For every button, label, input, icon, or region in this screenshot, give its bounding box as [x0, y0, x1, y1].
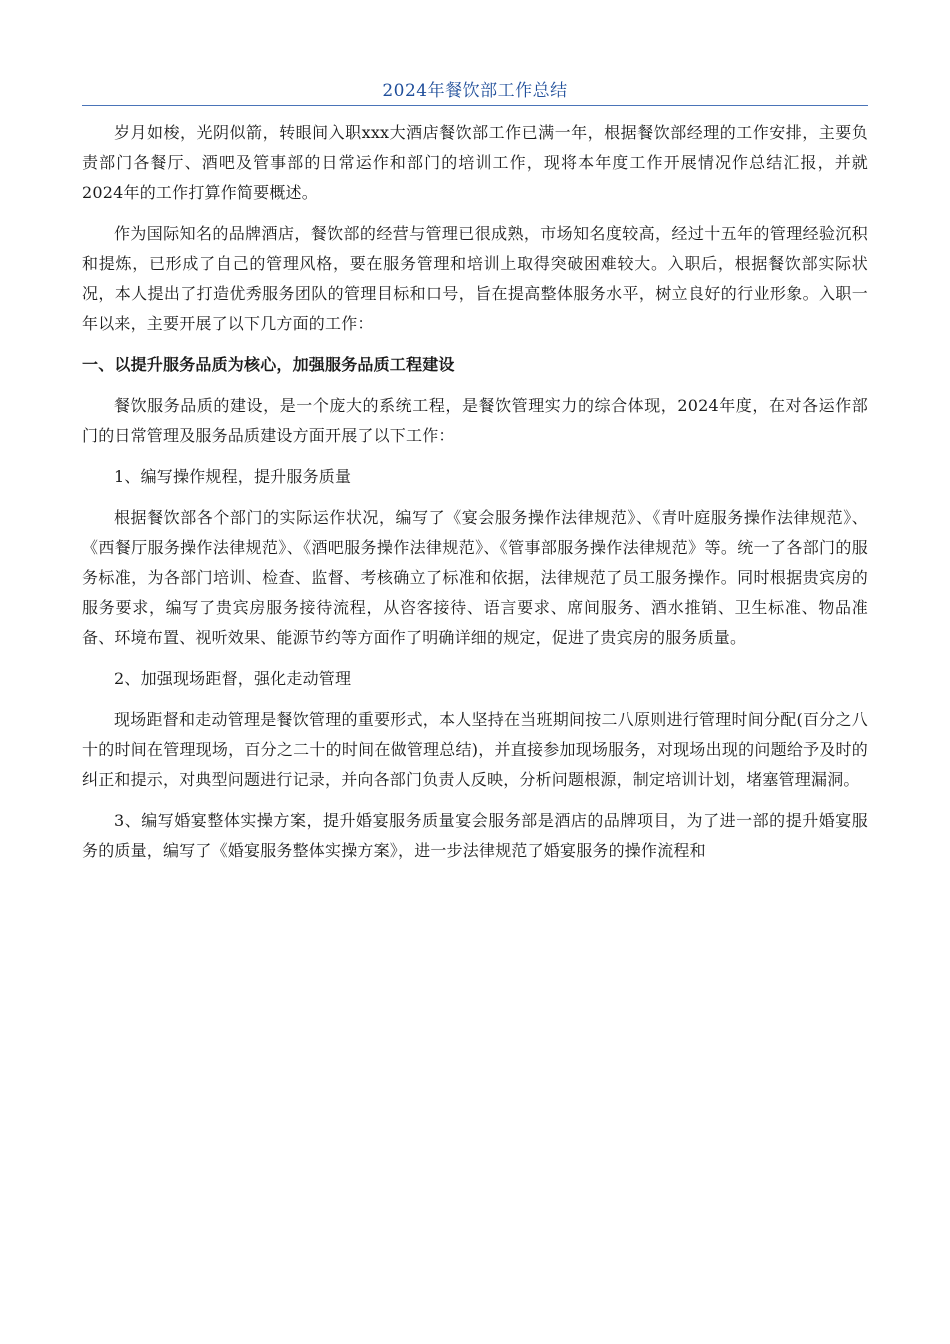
document-page — [82, 76, 868, 877]
paragraph-background: 作为国际知名的品牌酒店，餐饮部的经营与管理已很成熟，市场知名度较高，经过十五年的管理经验沉积和提炼，已形成了自己的管理风格，要在服务管理和培训上取得突破困难较大。入职后，根据餐饮部实际状况，本人提出了打造优秀服务团队的管理目标和口号，旨在提高整体服务水平，树立良好的行业形象。入职一年以来，主要开展了以下几方面的工作： — [82, 224, 868, 333]
paragraph-intro: 岁月如梭，光阴似箭，转眼间入职xxx大酒店餐饮部工作已满一年，根据餐饮部经理的工作安排，主要负责部门各餐厅、酒吧及管事部的日常运作和部门的培训工作，现将本年度工作开展情况作总结汇报，并就2024年的工作打算作简要概述。 — [82, 123, 868, 202]
document-header-title: 2024年餐饮部工作总结 — [82, 76, 868, 106]
paragraph-subsection-3: 3、编写婚宴整体实操方案，提升婚宴服务质量宴会服务部是酒店的品牌项目，为了进一部的提升婚宴服务的质量，编写了《婚宴服务整体实操方案》，进一步法律规范了婚宴服务的操作流程和 — [82, 811, 868, 860]
document-body — [82, 118, 868, 866]
paragraph-subsection-1: 根据餐饮部各个部门的实际运作状况，编写了《宴会服务操作法律规范》、《青叶庭服务操作法律规范》、《西餐厅服务操作法律规范》、《酒吧服务操作法律规范》、《管事部服务操作法律规范》等。统一了各部门的服务标准，为各部门培训、检查、监督、考核确立了标准和依据，法律规范了员工服务操作。同时根据贵宾房的服务要求，编写了贵宾房服务接待流程，从咨客接待、语言要求、席间服务、酒水推销、卫生标准、物品准备、环境布置、视听效果、能源节约等方面作了明确详细的规定，促进了贵宾房的服务质量。 — [82, 508, 868, 647]
subheading-1: 1、编写操作规程，提升服务质量 — [114, 467, 352, 486]
subheading-2: 2、加强现场距督，强化走动管理 — [114, 669, 352, 688]
section-heading-1: 一、以提升服务品质为核心，加强服务品质工程建设 — [82, 355, 455, 374]
paragraph-subsection-2: 现场距督和走动管理是餐饮管理的重要形式，本人坚持在当班期间按二八原则进行管理时间分配(百分之八十的时间在管理现场，百分之二十的时间在做管理总结)，并直接参加现场服务，对现场出现的问题给予及时的纠正和提示，对典型问题进行记录，并向各部门负责人反映，分析问题根源，制定培训计划，堵塞管理漏洞。 — [82, 710, 868, 789]
paragraph-section-1-intro: 餐饮服务品质的建设，是一个庞大的系统工程，是餐饮管理实力的综合体现，2024年度，在对各运作部门的日常管理及服务品质建设方面开展了以下工作： — [82, 396, 868, 445]
